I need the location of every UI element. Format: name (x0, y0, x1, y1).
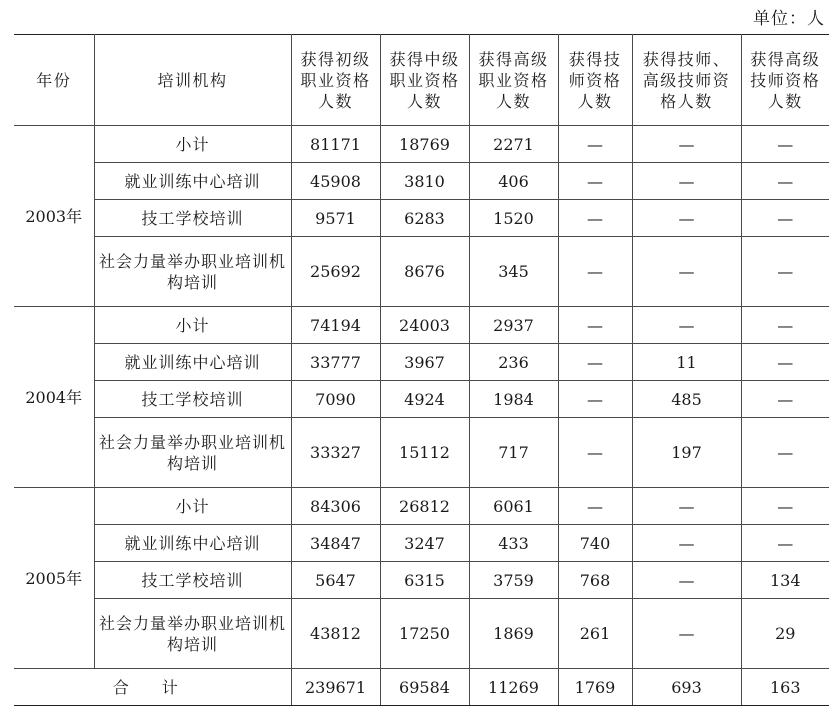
value-cell: 6315 (380, 562, 469, 599)
value-cell: 34847 (291, 525, 380, 562)
header-institution: 培训机构 (94, 35, 291, 126)
value-cell: — (741, 307, 829, 344)
value-cell: 768 (558, 562, 632, 599)
value-cell: 33327 (291, 418, 380, 488)
value-cell: 18769 (380, 126, 469, 163)
value-cell: 1520 (469, 200, 558, 237)
value-cell: 433 (469, 525, 558, 562)
table-row (14, 525, 829, 562)
value-cell: 406 (469, 163, 558, 200)
value-cell: 5647 (291, 562, 380, 599)
table-row (14, 163, 829, 200)
value-cell: 485 (632, 381, 741, 418)
year-cell: 2005年 (14, 488, 94, 669)
value-cell: — (558, 237, 632, 307)
institution-cell: 就业训练中心培训 (94, 525, 291, 562)
header-row (14, 35, 829, 126)
value-cell: — (741, 525, 829, 562)
table-row (14, 562, 829, 599)
institution-cell: 技工学校培训 (94, 562, 291, 599)
total-value-cell: 693 (632, 669, 741, 706)
value-cell: — (558, 307, 632, 344)
value-cell: 3810 (380, 163, 469, 200)
value-cell: 345 (469, 237, 558, 307)
value-cell: 3759 (469, 562, 558, 599)
value-cell: — (632, 237, 741, 307)
total-row (14, 669, 829, 706)
value-cell: — (741, 163, 829, 200)
table-row (14, 488, 829, 525)
institution-cell: 小计 (94, 307, 291, 344)
header-senior-technician-qualification: 获得高级技师资格人数 (741, 35, 829, 126)
value-cell: — (741, 200, 829, 237)
header-primary-qualification: 获得初级职业资格人数 (291, 35, 380, 126)
value-cell: — (558, 344, 632, 381)
institution-cell: 社会力量举办职业培训机构培训 (94, 599, 291, 669)
header-technician-qualification: 获得技师资格人数 (558, 35, 632, 126)
value-cell: — (558, 488, 632, 525)
header-technician-senior-technician-qualification: 获得技师、高级技师资格人数 (632, 35, 741, 126)
value-cell: 236 (469, 344, 558, 381)
value-cell: 15112 (380, 418, 469, 488)
header-year: 年份 (14, 35, 94, 126)
value-cell: 1984 (469, 381, 558, 418)
value-cell: — (632, 307, 741, 344)
table-row (14, 344, 829, 381)
value-cell: 33777 (291, 344, 380, 381)
total-value-cell: 1769 (558, 669, 632, 706)
value-cell: 11 (632, 344, 741, 381)
table-row (14, 200, 829, 237)
value-cell: 3247 (380, 525, 469, 562)
year-cell: 2003年 (14, 126, 94, 307)
value-cell: — (632, 562, 741, 599)
value-cell: — (632, 525, 741, 562)
value-cell: 74194 (291, 307, 380, 344)
institution-cell: 技工学校培训 (94, 381, 291, 418)
value-cell: 26812 (380, 488, 469, 525)
value-cell: 2937 (469, 307, 558, 344)
value-cell: — (741, 381, 829, 418)
value-cell: 7090 (291, 381, 380, 418)
value-cell: — (741, 418, 829, 488)
value-cell: 29 (741, 599, 829, 669)
table-row (14, 126, 829, 163)
value-cell: — (741, 344, 829, 381)
table-row (14, 599, 829, 669)
table-row (14, 381, 829, 418)
table-row (14, 418, 829, 488)
value-cell: 6283 (380, 200, 469, 237)
institution-cell: 小计 (94, 488, 291, 525)
value-cell: — (558, 418, 632, 488)
total-label: 合 计 (14, 669, 291, 706)
table-row (14, 307, 829, 344)
value-cell: 261 (558, 599, 632, 669)
institution-cell: 技工学校培训 (94, 200, 291, 237)
institution-cell: 社会力量举办职业培训机构培训 (94, 418, 291, 488)
value-cell: — (632, 488, 741, 525)
value-cell: 4924 (380, 381, 469, 418)
value-cell: 1869 (469, 599, 558, 669)
institution-cell: 就业训练中心培训 (94, 344, 291, 381)
value-cell: 6061 (469, 488, 558, 525)
table-row (14, 237, 829, 307)
value-cell: — (558, 126, 632, 163)
value-cell: — (741, 126, 829, 163)
value-cell: 3967 (380, 344, 469, 381)
value-cell: 84306 (291, 488, 380, 525)
header-intermediate-qualification: 获得中级职业资格人数 (380, 35, 469, 126)
header-senior-qualification: 获得高级职业资格人数 (469, 35, 558, 126)
value-cell: 197 (632, 418, 741, 488)
value-cell: — (632, 163, 741, 200)
training-results-table (14, 34, 829, 706)
value-cell: — (632, 200, 741, 237)
value-cell: 45908 (291, 163, 380, 200)
value-cell: 9571 (291, 200, 380, 237)
value-cell: — (558, 381, 632, 418)
institution-cell: 就业训练中心培训 (94, 163, 291, 200)
total-value-cell: 163 (741, 669, 829, 706)
value-cell: — (632, 599, 741, 669)
value-cell: 17250 (380, 599, 469, 669)
value-cell: 81171 (291, 126, 380, 163)
value-cell: 717 (469, 418, 558, 488)
value-cell: 2271 (469, 126, 558, 163)
value-cell: 24003 (380, 307, 469, 344)
value-cell: 8676 (380, 237, 469, 307)
value-cell: — (558, 163, 632, 200)
value-cell: 43812 (291, 599, 380, 669)
value-cell: — (741, 488, 829, 525)
institution-cell: 小计 (94, 126, 291, 163)
value-cell: 134 (741, 562, 829, 599)
value-cell: — (741, 237, 829, 307)
total-value-cell: 69584 (380, 669, 469, 706)
value-cell: — (632, 126, 741, 163)
value-cell: 740 (558, 525, 632, 562)
total-value-cell: 239671 (291, 669, 380, 706)
total-value-cell: 11269 (469, 669, 558, 706)
value-cell: 25692 (291, 237, 380, 307)
value-cell: — (558, 200, 632, 237)
year-cell: 2004年 (14, 307, 94, 488)
unit-label: 单位：人 (753, 9, 825, 29)
institution-cell: 社会力量举办职业培训机构培训 (94, 237, 291, 307)
